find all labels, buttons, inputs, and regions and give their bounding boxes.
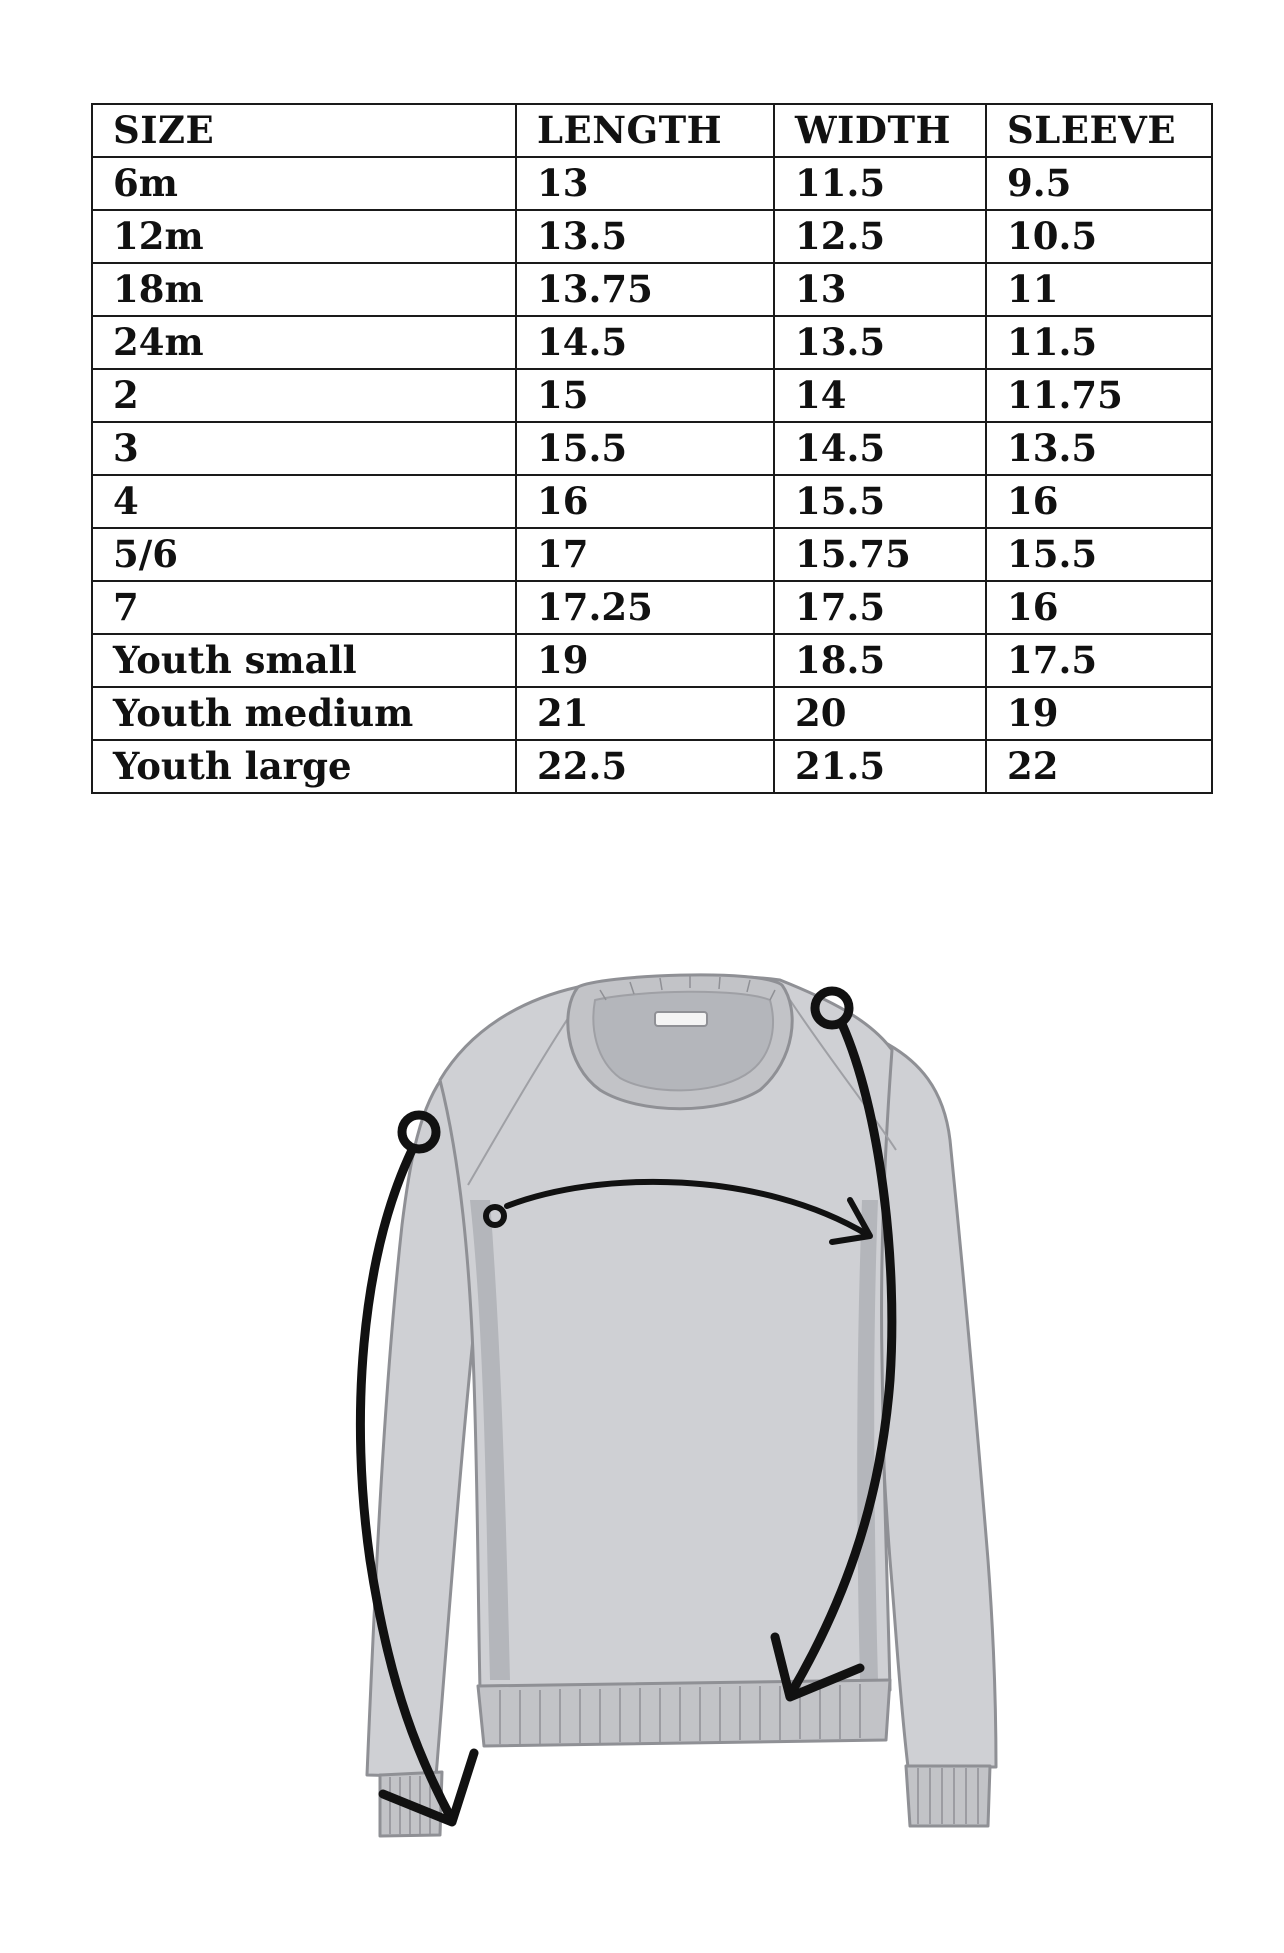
cell-size: 18m <box>92 263 516 316</box>
cell-width: 18.5 <box>774 634 986 687</box>
cell-length: 13 <box>516 157 774 210</box>
cell-sleeve: 9.5 <box>986 157 1212 210</box>
cell-length: 13.75 <box>516 263 774 316</box>
cell-size: Youth small <box>92 634 516 687</box>
table-row <box>92 475 1212 528</box>
cell-sleeve: 17.5 <box>986 634 1212 687</box>
cell-sleeve: 16 <box>986 475 1212 528</box>
cell-size: 4 <box>92 475 516 528</box>
sweatshirt-body <box>367 975 996 1836</box>
cell-sleeve: 10.5 <box>986 210 1212 263</box>
cell-length: 15.5 <box>516 422 774 475</box>
cell-size: 6m <box>92 157 516 210</box>
table-row <box>92 740 1212 793</box>
table-row <box>92 369 1212 422</box>
neck-label <box>655 1012 707 1026</box>
table-row <box>92 157 1212 210</box>
cell-sleeve: 15.5 <box>986 528 1212 581</box>
column-header-length: LENGTH <box>516 104 774 157</box>
cell-length: 13.5 <box>516 210 774 263</box>
cell-sleeve: 11.75 <box>986 369 1212 422</box>
cell-length: 17 <box>516 528 774 581</box>
cell-sleeve: 11.5 <box>986 316 1212 369</box>
table-row <box>92 422 1212 475</box>
cell-size: 24m <box>92 316 516 369</box>
cell-width: 15.75 <box>774 528 986 581</box>
cell-sleeve: 22 <box>986 740 1212 793</box>
table-row <box>92 528 1212 581</box>
cell-width: 21.5 <box>774 740 986 793</box>
cell-width: 17.5 <box>774 581 986 634</box>
size-chart-table <box>91 103 1213 794</box>
cell-length: 16 <box>516 475 774 528</box>
cell-size: Youth large <box>92 740 516 793</box>
cell-length: 19 <box>516 634 774 687</box>
column-header-sleeve: SLEEVE <box>986 104 1212 157</box>
column-header-width: WIDTH <box>774 104 986 157</box>
cell-size: Youth medium <box>92 687 516 740</box>
cell-width: 14 <box>774 369 986 422</box>
cell-length: 14.5 <box>516 316 774 369</box>
cell-width: 13 <box>774 263 986 316</box>
cell-width: 15.5 <box>774 475 986 528</box>
table-row <box>92 210 1212 263</box>
cell-length: 15 <box>516 369 774 422</box>
sweatshirt-icon <box>340 960 1020 1860</box>
cell-width: 13.5 <box>774 316 986 369</box>
table-row <box>92 634 1212 687</box>
cell-length: 17.25 <box>516 581 774 634</box>
cell-sleeve: 19 <box>986 687 1212 740</box>
cell-size: 5/6 <box>92 528 516 581</box>
table-row <box>92 687 1212 740</box>
cell-size: 2 <box>92 369 516 422</box>
cell-width: 12.5 <box>774 210 986 263</box>
cell-width: 11.5 <box>774 157 986 210</box>
cell-width: 20 <box>774 687 986 740</box>
cell-sleeve: 16 <box>986 581 1212 634</box>
cell-sleeve: 13.5 <box>986 422 1212 475</box>
cell-size: 3 <box>92 422 516 475</box>
cell-size: 12m <box>92 210 516 263</box>
table-row <box>92 316 1212 369</box>
cell-sleeve: 11 <box>986 263 1212 316</box>
cell-width: 14.5 <box>774 422 986 475</box>
cell-length: 22.5 <box>516 740 774 793</box>
table-header-row <box>92 104 1212 157</box>
table-row <box>92 581 1212 634</box>
cell-size: 7 <box>92 581 516 634</box>
column-header-size: SIZE <box>92 104 516 157</box>
table-row <box>92 263 1212 316</box>
cell-length: 21 <box>516 687 774 740</box>
